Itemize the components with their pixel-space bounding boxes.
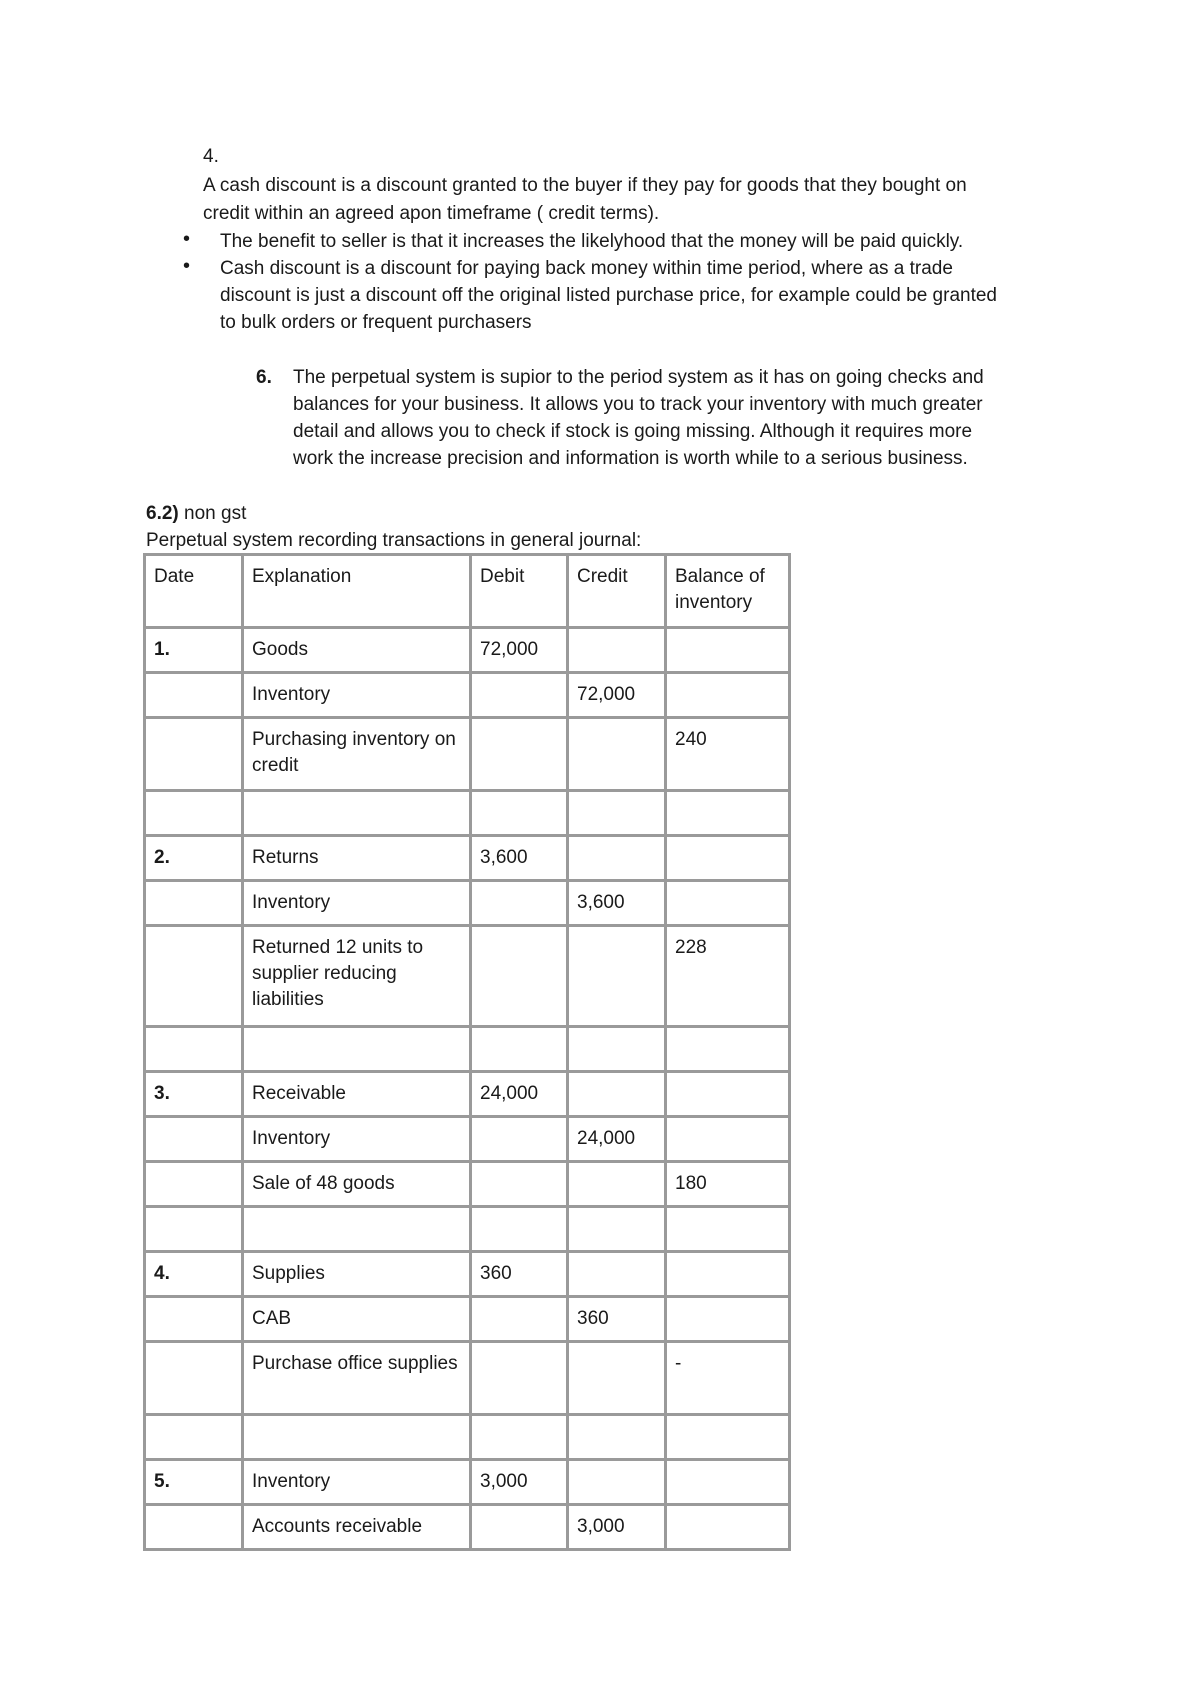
section-6-2-heading [146,500,246,527]
table-row [145,1162,790,1207]
general-journal-table [143,553,791,1551]
table-row [145,1505,790,1550]
cell-explanation: Inventory [243,881,471,926]
cell-debit: 360 [471,1252,568,1297]
table-row [145,1460,790,1505]
section-6-number: 6. [256,367,272,388]
cell-credit [568,1027,666,1072]
cell-credit [568,926,666,1027]
cell-date [145,791,243,836]
cell-date [145,1297,243,1342]
cell-explanation: Purchase office supplies [243,1342,471,1415]
cell-date [145,1342,243,1415]
cell-credit [568,628,666,673]
cell-credit: 3,000 [568,1505,666,1550]
cell-credit [568,1415,666,1460]
header-debit: Debit [471,555,568,628]
section-4-number: 4. [203,146,219,167]
cell-credit [568,718,666,791]
table-row [145,791,790,836]
cell-debit [471,1117,568,1162]
table-row [145,718,790,791]
table-row [145,1252,790,1297]
cell-date [145,1505,243,1550]
section-6-2-number: 6.2) [146,503,179,524]
bullet-dot: • [183,255,191,277]
table-row [145,836,790,881]
bullet-2-line1: Cash discount is a discount for paying back money within time period, where as a trade [220,258,953,279]
table-row [145,926,790,1027]
cell-balance: 180 [666,1162,790,1207]
cell-balance [666,881,790,926]
cell-debit: 3,000 [471,1460,568,1505]
cell-balance [666,1117,790,1162]
section-4-intro-line1: A cash discount is a discount granted to the buyer if they pay for goods that they bought on [203,175,967,196]
cell-explanation [243,1027,471,1072]
cell-balance [666,1072,790,1117]
cell-credit: 3,600 [568,881,666,926]
header-explanation: Explanation [243,555,471,628]
cell-balance [666,1207,790,1252]
cell-explanation: Inventory [243,673,471,718]
cell-debit [471,673,568,718]
cell-debit [471,1297,568,1342]
cell-credit: 360 [568,1297,666,1342]
cell-date [145,1207,243,1252]
cell-date: 1. [145,628,243,673]
cell-balance [666,791,790,836]
cell-credit: 72,000 [568,673,666,718]
section-6-line2: balances for your business. It allows you to track your inventory with much greater [293,394,983,415]
table-row [145,1027,790,1072]
cell-explanation [243,791,471,836]
cell-balance [666,1027,790,1072]
cell-debit [471,718,568,791]
cell-debit [471,1415,568,1460]
cell-debit [471,926,568,1027]
cell-date: 4. [145,1252,243,1297]
cell-balance: 228 [666,926,790,1027]
bullet-2-line2: discount is just a discount off the original listed purchase price, for example could be granted [220,285,997,306]
cell-credit [568,1342,666,1415]
cell-debit: 72,000 [471,628,568,673]
bullet-1-line1: The benefit to seller is that it increases the likelyhood that the money will be paid quickly. [220,231,964,252]
table-row [145,628,790,673]
table-row [145,1072,790,1117]
cell-balance [666,1297,790,1342]
section-6-2-subtitle: Perpetual system recording transactions in general journal: [146,530,642,551]
bullet-2-line3: to bulk orders or frequent purchasers [220,312,532,333]
table-row [145,1415,790,1460]
cell-debit [471,1027,568,1072]
cell-explanation: Goods [243,628,471,673]
cell-balance [666,1505,790,1550]
cell-debit [471,1505,568,1550]
section-6-2-heading-text: non gst [178,503,247,524]
cell-date: 3. [145,1072,243,1117]
cell-date [145,926,243,1027]
header-credit: Credit [568,555,666,628]
cell-balance [666,673,790,718]
cell-debit: 3,600 [471,836,568,881]
cell-explanation: Receivable [243,1072,471,1117]
cell-credit [568,1460,666,1505]
section-6-line1: The perpetual system is supior to the period system as it has on going checks and [293,367,984,388]
cell-credit [568,1162,666,1207]
cell-date [145,881,243,926]
table-row [145,673,790,718]
table-header-row [145,555,790,628]
header-date: Date [145,555,243,628]
cell-debit [471,1162,568,1207]
cell-explanation: Sale of 48 goods [243,1162,471,1207]
cell-explanation: Inventory [243,1117,471,1162]
cell-credit [568,1072,666,1117]
cell-balance [666,1252,790,1297]
cell-explanation: Supplies [243,1252,471,1297]
cell-debit [471,1342,568,1415]
section-6-line3: detail and allows you to check if stock is going missing. Although it requires more [293,421,973,442]
cell-debit [471,1207,568,1252]
cell-balance [666,628,790,673]
table-row [145,1117,790,1162]
cell-explanation [243,1207,471,1252]
bullet-dot: • [183,228,191,250]
cell-explanation: Purchasing inventory on credit [243,718,471,791]
table-row [145,881,790,926]
cell-balance: - [666,1342,790,1415]
cell-balance [666,836,790,881]
cell-credit [568,1252,666,1297]
cell-balance [666,1460,790,1505]
cell-debit: 24,000 [471,1072,568,1117]
cell-date [145,1117,243,1162]
header-balance: Balance of inventory [666,555,790,628]
cell-explanation: Returns [243,836,471,881]
cell-date [145,1162,243,1207]
cell-date [145,673,243,718]
cell-date: 5. [145,1460,243,1505]
cell-credit [568,836,666,881]
table-row [145,1207,790,1252]
cell-date [145,718,243,791]
cell-explanation: Inventory [243,1460,471,1505]
cell-credit [568,1207,666,1252]
cell-explanation: Accounts receivable [243,1505,471,1550]
cell-balance: 240 [666,718,790,791]
cell-date [145,1415,243,1460]
cell-explanation: Returned 12 units to supplier reducing liabilities [243,926,471,1027]
table-row [145,1297,790,1342]
cell-credit: 24,000 [568,1117,666,1162]
cell-credit [568,791,666,836]
cell-balance [666,1415,790,1460]
table-row [145,1342,790,1415]
cell-date: 2. [145,836,243,881]
section-6-line4: work the increase precision and information is worth while to a serious business. [293,448,968,469]
cell-debit [471,791,568,836]
section-4-intro-line2: credit within an agreed apon timeframe ( credit terms). [203,203,660,224]
cell-debit [471,881,568,926]
cell-explanation: CAB [243,1297,471,1342]
cell-explanation [243,1415,471,1460]
cell-date [145,1027,243,1072]
